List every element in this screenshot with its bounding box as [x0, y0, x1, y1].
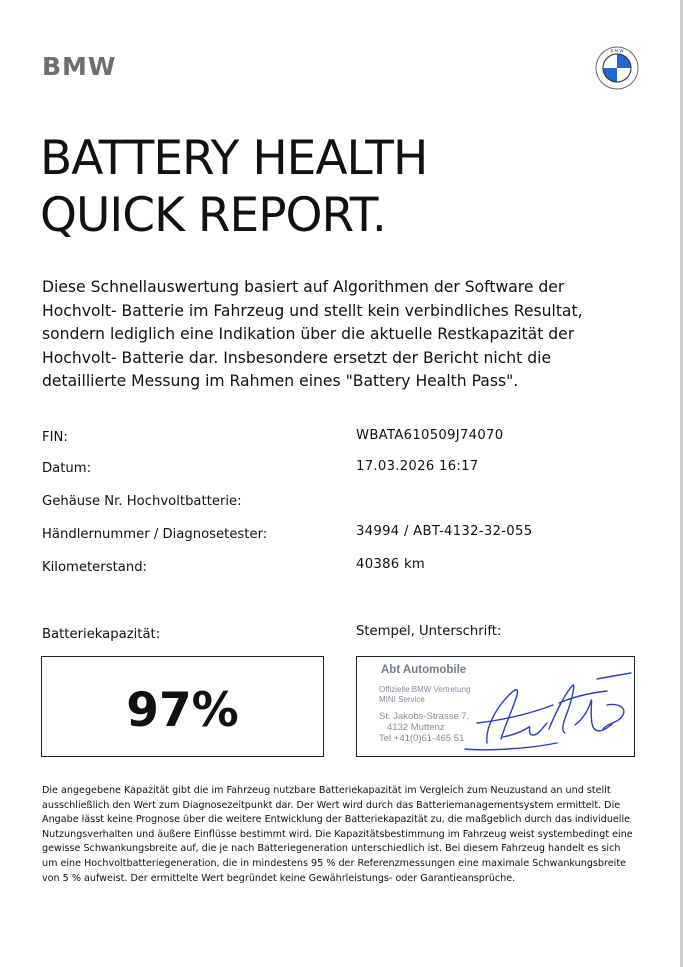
disclaimer-line: Die angegebene Kapazität gibt die im Fahrzeug nutzbare Batteriekapazität im Vergleich zum Neuzustand an und stellt [42, 785, 611, 796]
intro-line: Hochvolt- Batterie dar. Insbesondere ersetzt der Bericht nicht die [42, 348, 552, 367]
stamp-line: Offizielle BMW Vertretung [379, 685, 471, 694]
capacity-value: 97% [126, 683, 239, 738]
intro-paragraph [42, 276, 602, 394]
disclaimer-line: Nutzungsverhalten und äußere Einflüsse bestimmt wird. Die Kapazitätsbestimmung im Fahrzeug weist systembedingt eine [42, 828, 633, 840]
disclaimer-line: um eine Hochvoltbatteriegeneration, die in mindestens 95 % der Referenzmessungen eine maximale Schwankungsbreite [42, 857, 626, 869]
intro-line: detaillierte Messung im Rahmen eines "Battery Health Pass". [42, 372, 519, 390]
intro-line: Diese Schnellauswertung basiert auf Algorithmen der Software der [42, 278, 565, 296]
brand-wordmark: BMW [42, 52, 117, 81]
fin-value: WBATA610509J74070 [356, 428, 504, 443]
disclaimer-line: gewisse Schwankungsbreite auf, die je nach Batteriegeneration unterschiedlich ist. Bei diesem Fahrzeug handelt es sich [42, 843, 621, 855]
bmw-roundel-icon [595, 46, 639, 90]
intro-line: sondern lediglich eine Indikation über die aktuelle Restkapazität der [42, 325, 575, 343]
svg-text:B M W: B M W [610, 48, 624, 54]
battery-housing-label: Gehäuse Nr. Hochvoltbatterie: [42, 494, 242, 509]
title-line-1: BATTERY HEALTH [40, 131, 428, 186]
dealer-tester-value: 34994 / ABT-4132-32-055 [356, 524, 533, 539]
dealer-tester-label: Händlernummer / Diagnosetester: [42, 527, 268, 542]
disclaimer-line: ausschließlich den Wert zum Diagnosezeitpunkt dar. Der Wert wird durch das Batteriemanagementsystem ermittelt. Die [42, 799, 621, 811]
stamp-line: Tel +41(0)61-465 51 [379, 733, 465, 744]
date-value: 17.03.2026 16:17 [356, 459, 479, 474]
handwritten-signature [457, 665, 635, 755]
title-line-2: QUICK REPORT. [40, 188, 386, 243]
page-title [40, 130, 427, 244]
stamp-line: 4132 Muttenz [387, 722, 445, 733]
disclaimer-text [42, 784, 642, 886]
fin-label: FIN: [42, 430, 68, 445]
stamp-line: St. Jakobs-Strasse 7. [379, 711, 470, 722]
intro-line: Hochvolt- Batterie im Fahrzeug und stellt kein verbindliches Resultat, [42, 301, 583, 320]
mileage-label: Kilometerstand: [42, 560, 148, 575]
disclaimer-line: von 5 % aufweist. Der ermittelte Wert begründet keine Gewährleistungs- oder Garantieansprüche. [42, 872, 516, 884]
capacity-label: Batteriekapazität: [42, 627, 161, 642]
stamp-signature-box [356, 656, 635, 757]
date-label: Datum: [42, 461, 92, 476]
stamp-line: MINI Service [379, 695, 425, 704]
disclaimer-line: Angabe lässt keine Prognose über die weitere Entwicklung der Batteriekapazität zu, die maßgeblich durch das individuelle [42, 814, 631, 826]
stamp-label: Stempel, Unterschrift: [356, 624, 502, 639]
stamp-company: Abt Automobile [381, 664, 467, 676]
mileage-value: 40386 km [356, 557, 426, 572]
capacity-box [41, 656, 324, 757]
